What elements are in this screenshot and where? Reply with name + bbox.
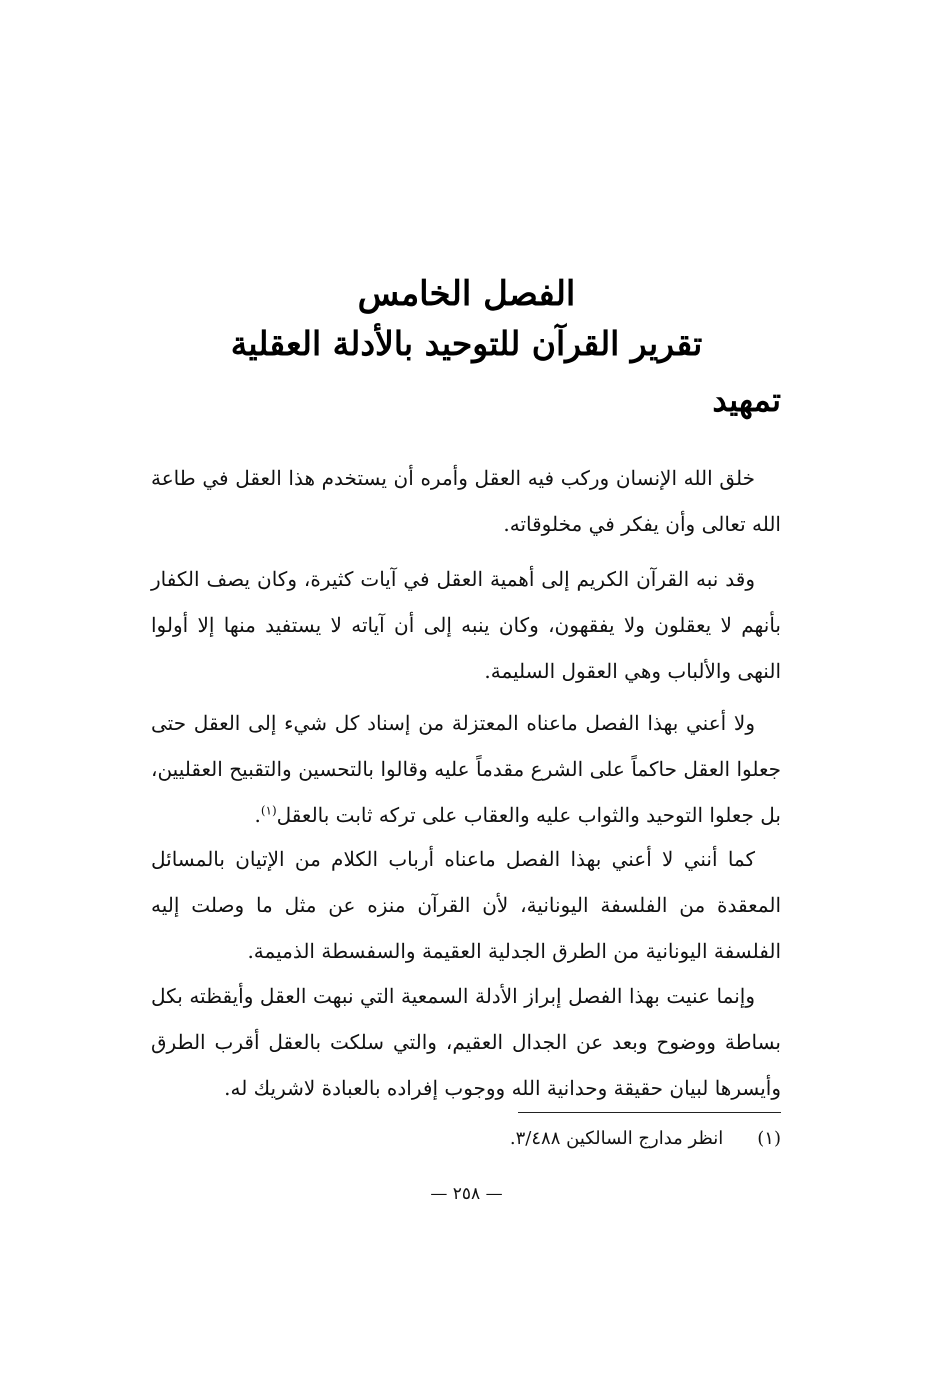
footnote-marker: (١) [757, 1128, 781, 1149]
chapter-title: تقرير القرآن للتوحيد بالأدلة العقلية [230, 324, 703, 363]
footnote-text: انظر مدارج السالكين ٣/٤٨٨. [509, 1128, 724, 1149]
paragraph-1: خلق الله الإنسان وركب فيه العقل وأمره أن يستخدم هذا العقل في طاعة الله تعالى وأن يفكر في مخلوقاته. [151, 466, 781, 536]
paragraph-3-text: ولا أعني بهذا الفصل ماعناه المعتزلة من إسناد كل شيء إلى العقل حتى جعلوا العقل حاكماً على الشرع مقدماً عليه وقالوا بالتحسين والتقبيح العقليين، بل جعلوا التوحيد والثواب عليه والعقاب على تركه ثابت بالعقل [151, 711, 781, 827]
footnote-divider [518, 1112, 781, 1113]
paragraph-3 [151, 700, 781, 838]
paragraph-5: وإنما عنيت بهذا الفصل إبراز الأدلة السمعية التي نبهت العقل وأيقظته بكل بساطة ووضوح وبعد عن الجدال العقيم، والتي سلكت بالعقل أقرب الطرق وأيسرها لبيان حقيقة وحدانية الله ووجوب إفراده بالعبادة لاشريك له. [151, 984, 781, 1100]
chapter-number: الفصل الخامس [357, 274, 576, 314]
paragraph-2: وقد نبه القرآن الكريم إلى أهمية العقل في آيات كثيرة، وكان يصف الكفار بأنهم لا يعقلون ولا يفقهون، وكان ينبه إلى أن آياته لا يستفيد منها إلا أولوا النهى والألباب وهي العقول السليمة. [151, 567, 781, 683]
section-heading: تمهيد [712, 381, 781, 419]
footnote-reference[interactable]: (١) [260, 803, 277, 818]
footnote [151, 1122, 781, 1156]
paragraph-4: كما أنني لا أعني بهذا الفصل ماعناه أرباب الكلام من الإتيان بالمسائل المعقدة من الفلسفة اليونانية، لأن القرآن منزه عن مثل ما وصلت إليه الفلسفة اليونانية من الطرق الجدلية العقيمة والسفسطة الذميمة. [151, 847, 782, 963]
paragraph-3-end: . [254, 803, 261, 827]
page-number: — ٢٥٨ — [430, 1184, 503, 1204]
